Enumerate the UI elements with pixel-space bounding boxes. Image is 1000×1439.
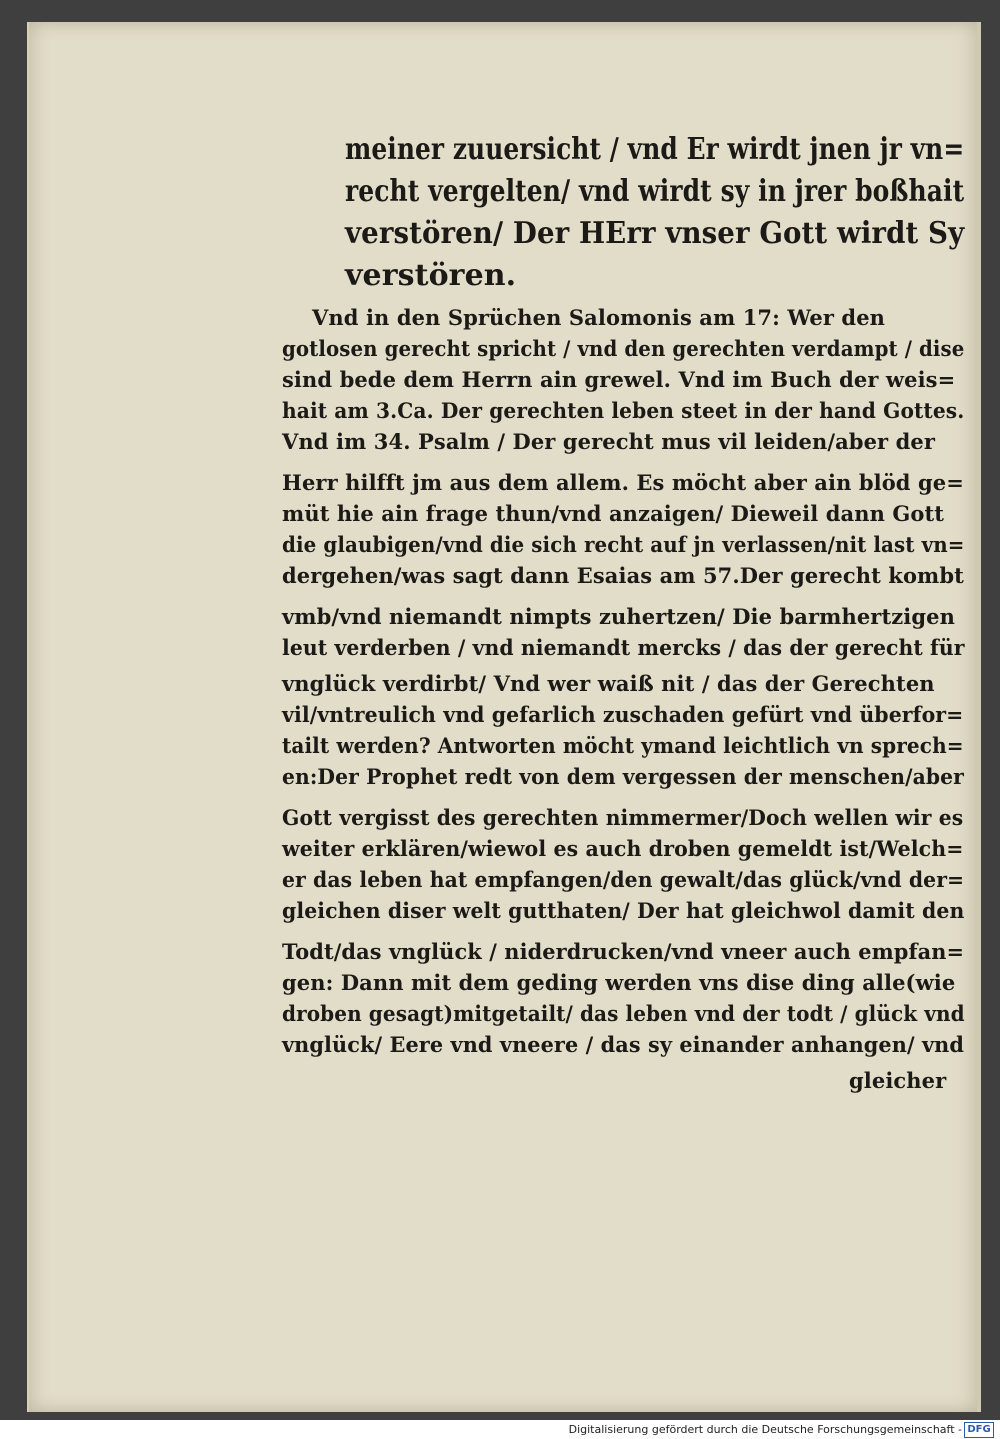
body-line: müt hie ain frage thun/vnd anzaigen/ Dieweil dann Gott	[282, 501, 945, 526]
body-line: vil/vntreulich vnd gefarlich zuschaden gefürt vnd überfor=	[282, 702, 964, 727]
body-line: er das leben hat empfangen/den gewalt/das glück/vnd der=	[282, 867, 965, 892]
body-line: droben gesagt)mitgetailt/ das leben vnd der todt / glück vnd	[282, 1001, 965, 1026]
page-text-block	[29, 22, 980, 1412]
page-edge	[977, 22, 981, 1412]
body-line: Gott vergisst des gerechten nimmermer/Doch wellen wir es	[282, 805, 964, 830]
body-line: dergehen/was sagt dann Esaias am 57.Der gerecht kombt	[282, 563, 964, 588]
body-line: sind bede dem Herrn ain grewel. Vnd im Buch der weis=	[282, 367, 956, 392]
body-line: hait am 3.Ca. Der gerechten leben steet in der hand Gottes.	[282, 398, 965, 423]
funding-note: Digitalisierung gefördert durch die Deutsche Forschungsgemeinschaft -	[568, 1423, 962, 1436]
heading-line: meiner zuuersicht / vnd Er wirdt jnen jr vn=	[345, 132, 965, 167]
body-line: gleichen diser welt gutthaten/ Der hat gleichwol damit den	[282, 898, 965, 923]
body-line: Todt/das vnglück / niderdrucken/vnd vneer auch empfan=	[282, 939, 965, 964]
body-line: tailt werden? Antworten möcht ymand leichtlich vn sprech=	[282, 733, 964, 758]
body-line: en:Der Prophet redt von dem vergessen der menschen/aber	[282, 764, 964, 789]
body-line: Herr hilfft jm aus dem allem. Es möcht aber ain blöd ge=	[282, 470, 964, 495]
body-line: Vnd in den Sprüchen Salomonis am 17: Wer den	[312, 305, 886, 330]
footer-bar	[0, 1420, 1000, 1439]
body-line: gotlosen gerecht spricht / vnd den gerechten verdampt / dise	[282, 336, 965, 361]
dfg-logo-icon[interactable]: DFG	[964, 1422, 994, 1438]
heading-line: verstören/ Der HErr vnser Gott wirdt Sy	[345, 216, 965, 251]
body-line: vnglück verdirbt/ Vnd wer waiß nit / das der Gerechten	[282, 671, 935, 696]
body-line: weiter erklären/wiewol es auch droben gemeldt ist/Welch=	[282, 836, 964, 861]
body-line: vnglück/ Eere vnd vneere / das sy einander anhangen/ vnd	[282, 1032, 965, 1057]
body-line: gen: Dann mit dem geding werden vns dise ding alle(wie	[282, 970, 956, 995]
catchword: gleicher	[849, 1068, 947, 1093]
heading-line: recht vergelten/ vnd wirdt sy in jrer boßhait	[345, 174, 965, 209]
body-line: leut verderben / vnd niemandt mercks / das der gerecht für	[282, 635, 965, 660]
heading-line: verstören.	[345, 258, 517, 293]
body-line: die glaubigen/vnd die sich recht auf jn verlassen/nit last vn=	[282, 532, 965, 557]
book-page	[27, 22, 980, 1412]
body-line: Vnd im 34. Psalm / Der gerecht mus vil leiden/aber der	[282, 429, 936, 454]
body-line: vmb/vnd niemandt nimpts zuhertzen/ Die barmhertzigen	[282, 604, 955, 629]
